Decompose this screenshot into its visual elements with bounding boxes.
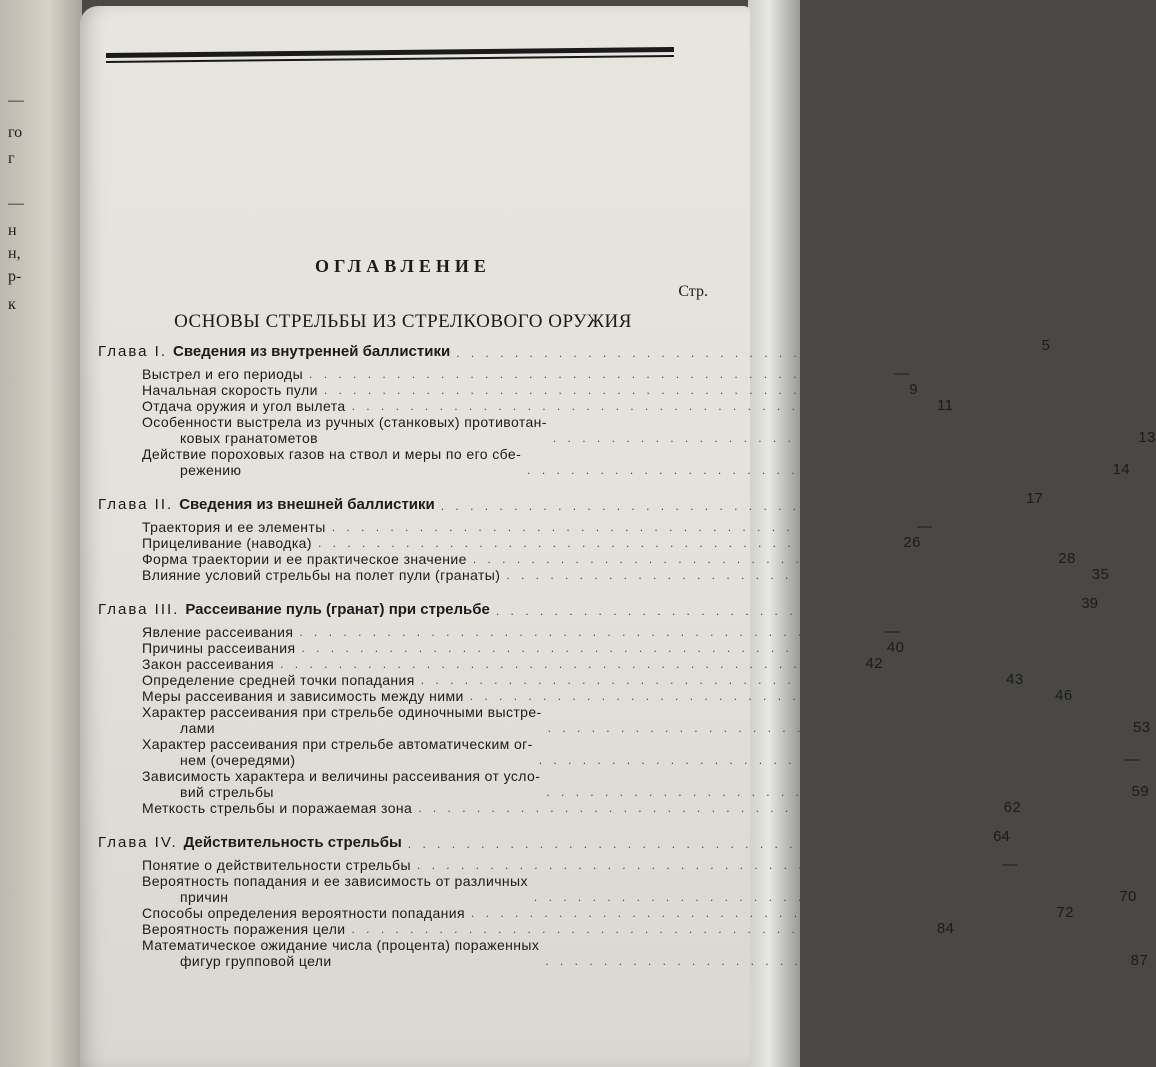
toc-entry: [142, 799, 1022, 816]
dot-leader: . . . . . . . . . . . . . . . . . . . . . . . . . . . . . . . . . . . . . . . .: [545, 954, 1125, 968]
entry-title-continuation: ковых гранатометов: [180, 430, 319, 446]
left-page-text-fragment: го: [8, 124, 23, 141]
chapter-page-number: 5: [1041, 337, 1050, 354]
entry-title-continuation: причин: [180, 889, 229, 905]
chapter-title: Рассеивание пуль (гранат) при стрельбе: [185, 601, 490, 618]
entry-title: [142, 640, 295, 656]
entry-title: [142, 688, 464, 704]
entry-page-number: —: [1124, 751, 1140, 768]
entry-page-number: —: [1002, 856, 1018, 873]
entry-title-line: Особенности выстрела из ручных (станковых) противотан-: [142, 414, 547, 430]
toc-entry: [142, 655, 884, 672]
toc-entry: [142, 904, 1074, 921]
chapter-label: Глава I.: [98, 343, 168, 360]
entry-page-number: 46: [1055, 687, 1073, 704]
entry-title-line: Вероятность поражения цели: [142, 921, 346, 937]
left-page-text-fragment: г: [8, 150, 15, 167]
dot-leader: . . . . . . . . . . . . . . . . . . . . . . . . . . . . . . . . . . . . . . . .: [538, 753, 1119, 767]
entry-title-line: Меткость стрельбы и поражаемая зона: [142, 800, 413, 816]
entry-title-line: Форма траектории и ее практическое значение: [142, 551, 467, 567]
entry-page-number: 62: [1003, 799, 1022, 816]
dot-leader: . . . . . . . . . . . . . . . . . . . . . . . . . . . . . . . . . . . . . . . .: [440, 499, 1021, 513]
entry-title-line: Отдача оружия и угол вылета: [142, 398, 346, 414]
dot-leader: . . . . . . . . . . . . . . . . . . . . . . . . . . . . . . . . . . . . . . . .: [469, 689, 1050, 703]
entry-page-number: 28: [1058, 550, 1076, 567]
chapter-label: Глава II.: [98, 496, 174, 513]
toc-entry: [142, 704, 1151, 736]
left-page-edge: [0, 0, 82, 1067]
chapter-row: [98, 828, 1010, 851]
entry-page-number: —: [894, 365, 910, 382]
dot-leader: . . . . . . . . . . . . . . . . . . . . . . . . . . . . . . . . . . . . . . . .: [331, 520, 912, 534]
dot-leader: . . . . . . . . . . . . . . . . . . . . . . . . . . . . . . . . . . . . . . . .: [309, 367, 889, 381]
entry-page-number: 53: [1133, 719, 1151, 736]
entry-page-number: 26: [903, 534, 921, 551]
toc-entry: [142, 937, 1149, 969]
toc-entry: [142, 550, 1076, 567]
part-title: ОСНОВЫ СТРЕЛЬБЫ ИЗ СТРЕЛКОВОГО ОРУЖИЯ: [174, 311, 632, 332]
book-page: [80, 6, 1156, 1067]
dot-leader: . . . . . . . . . . . . . . . . . . . . . . . . . . . . . . . . . . . . . . . .: [527, 463, 1107, 477]
entry-title: [142, 382, 318, 398]
entry-title: [142, 624, 293, 640]
toc-entry: [142, 534, 921, 551]
dot-leader: . . . . . . . . . . . . . . . . . . . . . . . . . . . . . . . . . . . . . . . .: [280, 657, 860, 671]
entry-title-line: Математическое ожидание числа (процента) пораженных: [142, 937, 540, 953]
toc-entry: [142, 768, 1150, 800]
chapter-page-number: 64: [993, 828, 1010, 845]
toc-entry: [142, 639, 905, 656]
dot-leader: . . . . . . . . . . . . . . . . . . . . . . . . . . . . . . . . . . . . . . . .: [299, 625, 879, 639]
entry-title-line: Причины рассеивания: [142, 640, 296, 656]
entry-title-line: Вероятность попадания и ее зависимость от различных: [142, 873, 528, 889]
chapter-list: [98, 337, 1156, 969]
entry-title-continuation: нем (очередями): [180, 752, 296, 768]
toc-entry: [142, 446, 1131, 478]
toc-entry: [142, 856, 1018, 873]
toc-entry: [142, 397, 954, 414]
chapter-title: Действительность стрельбы: [183, 834, 402, 851]
toc-entry: [142, 736, 1140, 768]
entry-title-continuation: фигур групповой цели: [180, 953, 332, 969]
entry-title-line: Определение средней точки попадания: [142, 672, 415, 688]
entry-page-number: 87: [1130, 952, 1149, 969]
entry-title: [142, 921, 346, 937]
chapter-title: Сведения из внешней баллистики: [179, 496, 435, 513]
dot-leader: . . . . . . . . . . . . . . . . . . . . . . . . . . . . . . . . . . . . . . . .: [456, 346, 1036, 360]
chapter-title: Сведения из внутренней баллистики: [173, 343, 451, 360]
entry-page-number: 70: [1119, 888, 1137, 905]
entry-title: [142, 656, 274, 672]
dot-leader: . . . . . . . . . . . . . . . . . . . . . . . . . . . . . . . . . . . . . . . .: [351, 399, 931, 413]
entry-title: [142, 446, 521, 478]
chapter-row: [98, 490, 1043, 513]
toc-entry: [142, 920, 955, 937]
entry-page-number: —: [917, 518, 933, 535]
dot-leader: . . . . . . . . . . . . . . . . . . . . . . . . . . . . . . . . . . . . . . . .: [416, 858, 997, 872]
entry-title: [142, 937, 539, 969]
toc-entry: [142, 687, 1073, 704]
entry-title: [142, 873, 528, 905]
toc-entry: [142, 414, 1156, 446]
entry-title-line: Действие пороховых газов на ствол и меры по его сбе-: [142, 446, 522, 462]
left-page-text-fragment: —: [8, 92, 24, 109]
toc-entry: [142, 381, 918, 398]
chapter-row: [98, 595, 1098, 618]
left-page-text-fragment: к: [8, 296, 16, 313]
dot-leader: . . . . . . . . . . . . . . . . . . . . . . . . . . . . . . . . . . . . . . . .: [323, 383, 904, 397]
dot-leader: . . . . . . . . . . . . . . . . . . . . . . . . . . . . . . . . . . . . . . . .: [471, 906, 1051, 920]
dot-leader: . . . . . . . . . . . . . . . . . . . . . . . . . . . . . . . . . . . . . . . .: [317, 536, 898, 550]
entry-title: [142, 704, 542, 736]
entry-title-line: Прицеливание (наводка): [142, 535, 312, 551]
entry-page-number: 11: [936, 397, 954, 414]
dot-leader: . . . . . . . . . . . . . . . . . . . . . . . . . . . . . . . . . . . . . . . .: [418, 801, 998, 815]
dot-leader: . . . . . . . . . . . . . . . . . . . . . . . . . . . . . . . . . . . . . . . .: [552, 431, 1133, 445]
entry-page-number: 9: [909, 381, 918, 398]
toc-entry: [142, 671, 1024, 688]
entry-page-number: 43: [1006, 671, 1024, 688]
dot-leader: . . . . . . . . . . . . . . . . . . . . . . . . . . . . . . . . . . . . . . . .: [546, 785, 1126, 799]
entry-title-line: Траектория и ее элементы: [142, 519, 326, 535]
dot-leader: . . . . . . . . . . . . . . . . . . . . . . . . . . . . . . . . . . . . . . . .: [407, 837, 988, 851]
entry-page-number: 13: [1138, 429, 1156, 446]
entry-title: [142, 551, 467, 567]
dot-leader: . . . . . . . . . . . . . . . . . . . . . . . . . . . . . . . . . . . . . . . .: [351, 922, 931, 936]
dot-leader: . . . . . . . . . . . . . . . . . . . . . . . . . . . . . . . . . . . . . . . .: [420, 673, 1001, 687]
entry-title: [142, 414, 547, 446]
entry-title-line: Зависимость характера и величины рассеивания от усло-: [142, 768, 541, 784]
dot-leader: . . . . . . . . . . . . . . . . . . . . . . . . . . . . . . . . . . . . . . . .: [301, 641, 881, 655]
entry-page-number: 42: [865, 655, 884, 672]
entry-title: [142, 366, 303, 382]
chapter-page-number: 39: [1081, 595, 1098, 612]
entry-title: [142, 567, 500, 583]
section-spacer: [98, 478, 708, 486]
left-page-text-fragment: н: [8, 222, 17, 239]
entry-page-number: 14: [1112, 461, 1131, 478]
entry-page-number: 40: [886, 639, 905, 656]
chapter-page-number: 17: [1026, 490, 1043, 507]
entry-title-line: Начальная скорость пули: [142, 382, 318, 398]
entry-title-line: Характер рассеивания при стрельбе автоматическим ог-: [142, 736, 533, 752]
entry-page-number: 84: [936, 920, 955, 937]
entry-title-line: Способы определения вероятности попадания: [142, 905, 465, 921]
entry-title: [142, 672, 415, 688]
dot-leader: . . . . . . . . . . . . . . . . . . . . . . . . . . . . . . . . . . . . . . . .: [472, 552, 1053, 566]
page-column-header: Стр.: [678, 283, 708, 300]
section-spacer: [98, 583, 708, 591]
entry-title-line: Выстрел и его периоды: [142, 366, 304, 382]
entry-title: [142, 905, 465, 921]
toc-entry: [142, 623, 901, 640]
left-page-text-fragment: —: [8, 195, 24, 212]
section-spacer: [98, 816, 708, 824]
entry-title: [142, 857, 411, 873]
left-page-text-fragment: р-: [8, 268, 22, 285]
entry-title-line: Закон рассеивания: [142, 656, 275, 672]
toc-entry: [142, 365, 910, 382]
chapter-label: Глава IV.: [98, 834, 178, 851]
entry-title: [142, 398, 346, 414]
entry-page-number: 59: [1131, 783, 1150, 800]
entry-page-number: 72: [1056, 904, 1074, 921]
toc-entry: [142, 518, 933, 535]
entry-title: [142, 800, 412, 816]
entry-title-line: Меры рассеивания и зависимость между ними: [142, 688, 464, 704]
entry-title: [142, 736, 533, 768]
left-page-text-fragment: н,: [8, 245, 21, 262]
entry-page-number: —: [884, 623, 901, 640]
dot-leader: . . . . . . . . . . . . . . . . . . . . . . . . . . . . . . . . . . . . . . . .: [495, 604, 1076, 618]
entry-title-continuation: вий стрельбы: [180, 784, 274, 800]
dot-leader: . . . . . . . . . . . . . . . . . . . . . . . . . . . . . . . . . . . . . . . .: [547, 721, 1127, 735]
toc-entry: [142, 873, 1137, 905]
entry-title-line: Явление рассеивания: [142, 624, 294, 640]
entry-title-line: Влияние условий стрельбы на полет пули (гранаты): [142, 567, 501, 583]
toc-entry: [142, 566, 1110, 583]
dot-leader: . . . . . . . . . . . . . . . . . . . . . . . . . . . . . . . . . . . . . . . .: [533, 890, 1114, 904]
page-title: ОГЛАВЛЕНИЕ: [315, 256, 491, 276]
table-of-contents: [98, 256, 1156, 969]
entry-title-continuation: режению: [180, 462, 242, 478]
entry-title: [142, 768, 540, 800]
entry-title-continuation: лами: [180, 720, 216, 736]
chapter-label: Глава III.: [98, 601, 180, 618]
dot-leader: . . . . . . . . . . . . . . . . . . . . . . . . . . . . . . . . . . . . . . . .: [506, 568, 1086, 582]
entry-title: [142, 519, 326, 535]
chapter-row: [98, 337, 1050, 360]
entry-title: [142, 535, 312, 551]
entry-title-line: Характер рассеивания при стрельбе одиночными выстре-: [142, 704, 542, 720]
entry-title-line: Понятие о действительности стрельбы: [142, 857, 411, 873]
entry-page-number: 35: [1091, 566, 1110, 583]
